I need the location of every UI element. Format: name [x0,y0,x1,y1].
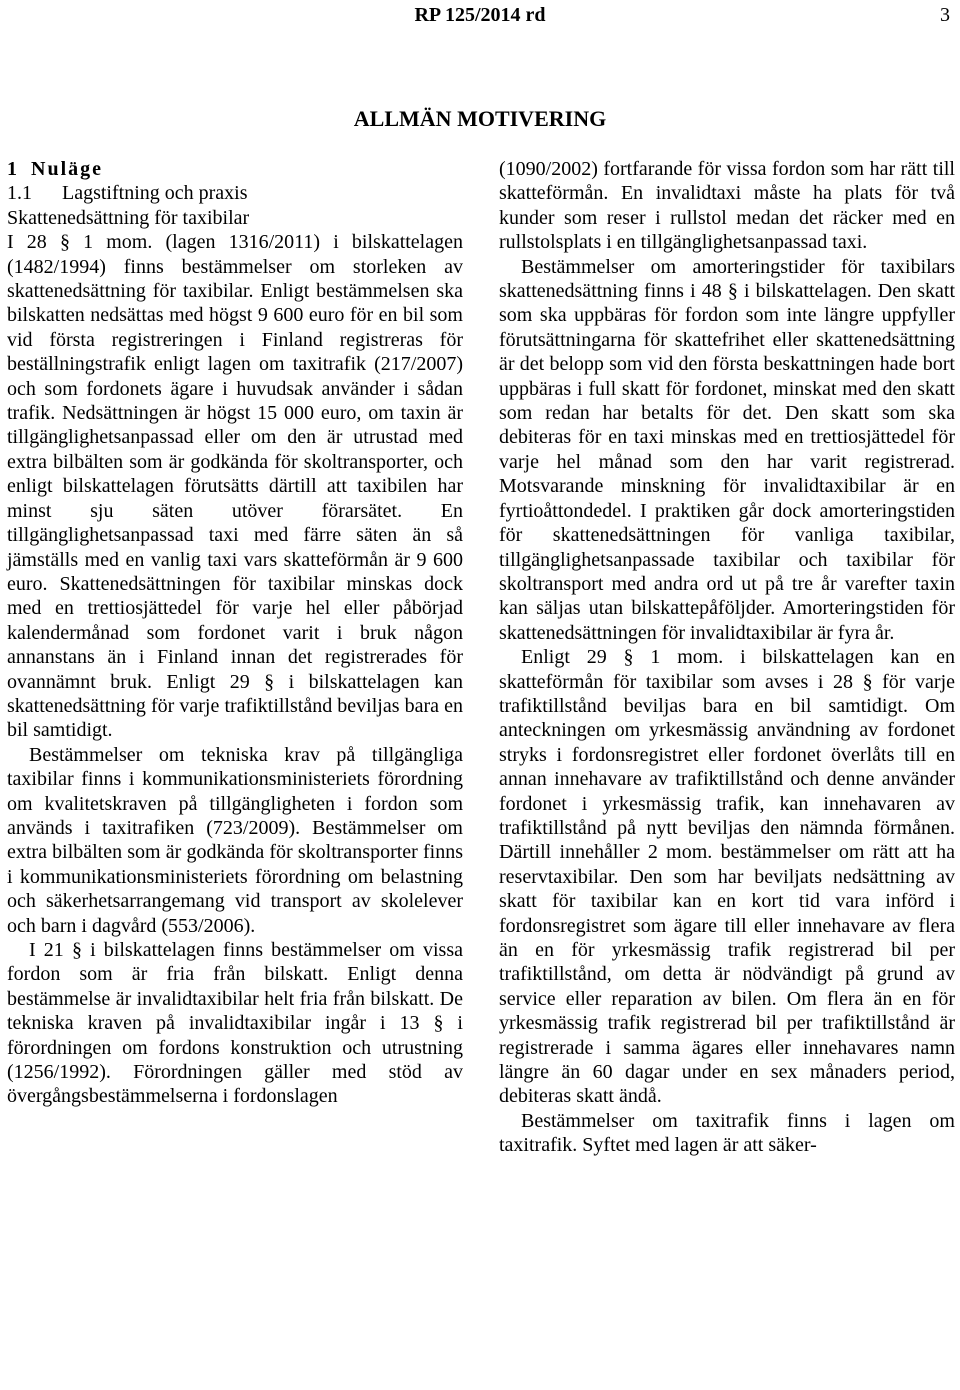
paragraph: I 21 § i bilskattelagen finns bestämmelser om vissa fordon som är fria från bilskatt. Enligt denna bestämmelse är invalidtaxibilar helt fria från bilskatt. De tekniska kraven på invalidtaxibilar ingår i 13 § i förordningen om fordons konstruktion och utrustning (1256/1992). Förordningen gäller med stöd av övergångsbestämmelserna i fordonslagen [7,939,463,1108]
right-column [499,157,955,1158]
left-column [7,157,463,1109]
heading-text: Nuläge [31,158,103,180]
paragraph: Enligt 29 § 1 mom. i bilskattelagen kan en skatteförmån för taxibilar som avses i 28 § för varje trafiktillstånd beviljas bara en bil samtidigt. Om anteckningen om yrkesmässig användning av fordonet stryks i fordonsregistret eller fordonet överlåts till en annan innehavare av trafiktillstånd och denne använder fordonet i yrkesmässig trafik, kan innehavaren av trafiktillstånd på nytt beviljas den nämnda förmånen. Därtill innehåller 2 mom. bestämmelser om rätt att ha reservtaxibilar. Den som har beviljats nedsättning av skatt för taxibilar kan en kort tid vara införd i fordonsregistret som ägare till eller innehavare av flera än en för yrkesmässig trafik registrerad bil per trafiktillstånd, om detta är nödvändigt på grund av service eller reparation av bilen. Om flera än en för yrkesmässig trafik registrerad bil per trafiktillstånd är registrerade i samma ägares eller innehavares namn längre än 60 dagar under en sex månaders period, debiteras skatt ändå. [499,646,955,1108]
paragraph: (1090/2002) fortfarande för vissa fordon som har rätt till skatteförmån. En invalidtaxi måste ha plats för två kunder som reser i rullstol medan det räcker med en rullstolsplats i en tillgänglighetsanpassad taxi. [499,158,955,254]
paragraph: I 28 § 1 mom. (lagen 1316/2011) i bilskattelagen (1482/1994) finns bestämmelser om storleken av skattenedsättning för taxibilar. Enligt bestämmelsen ska bilskatten nedsättas med högst 9 600 euro för en bil som vid första registreringen i Finland registreras för beställningstrafik enligt lagen om taxitrafik (217/2007) och som fordonets ägare i huvudsak använder i sådan trafik. Nedsättningen är högst 15 000 euro, om taxin är tillgänglighetsanpassad eller om den är utrustad med extra bilbälten som är godkända för skoltransporter, och enligt bilskattelagen förutsätts därtill att taxibilen har minst sju säten utöver förarsätet. En tillgänglighetsanpassad taxi med färre säten än så jämställs med en vanlig taxi vars skatteförmån är 9 600 euro. Skattenedsättningen för taxibilar minskas dock med en trettiosjättedel för varje hel eller påbörjad kalendermånad som fordonet varit i bruk någon annanstans än i Finland innan det registrerades för ovannämnt bruk. Enligt 29 § i bilskattelagen kan skattenedsättning för varje trafiktillstånd beviljas bara en bil samtidigt. [7,231,463,742]
page-number: 3 [940,4,950,26]
paragraph: Bestämmelser om tekniska krav på tillgängliga taxibilar finns i kommunikationsministeriets förordning om kvalitetskraven på tillgängligheten i fordon som används i taxitrafiken (723/2009). Bestämmelser om extra bilbälten som är godkända för skoltransporter finns i kommunikationsministeriets förordning om belastning och säkerhetsarrangemang vid transport av skolelever och barn i dagvård (553/2006). [7,743,463,937]
paragraph: Bestämmelser om amorteringstider för taxibilars skattenedsättning finns i 48 § i bilskattelagen. Den skatt som ska uppbäras för fordon som inte längre uppfyller förutsättningarna för skattefrihet eller skattenedsättning är det belopp som vid den första beskattningen hade bort uppbäras i full skatt för fordonet, minskat med den skatt som redan har betalts för det. Den skatt som ska debiteras för en taxi minskas med en trettiosjättedel för varje hel månad som den har varit registrerad. Motsvarande minskning för invalidtaxibilar är en fyrtioåttondedel. I praktiken går dock amorteringstiden för skattenedsättningen för vanliga taxibilar, tillgänglighetsanpassade taxibilar och taxibilar för skoltransport med andra ord ut på tre år varefter taxin kan säljas utan bilskattepåföljder. Amorteringstiden för skattenedsättningen för invalidtaxibilar är fyra år. [499,255,955,644]
heading-text: Lagstiftning och praxis [62,182,248,205]
heading-number: 1 [7,158,17,180]
heading-number: 1.1 [7,182,32,205]
paragraph: Bestämmelser om taxitrafik finns i lagen om taxitrafik. Syftet med lagen är att säker- [499,1109,955,1157]
subheading: Skattenedsättning för taxibilar [7,206,250,229]
section-title: ALLMÄN MOTIVERING [353,106,607,131]
document-id: RP 125/2014 rd [414,4,546,26]
heading-level-1 [7,157,463,181]
heading-level-2 [7,181,463,205]
